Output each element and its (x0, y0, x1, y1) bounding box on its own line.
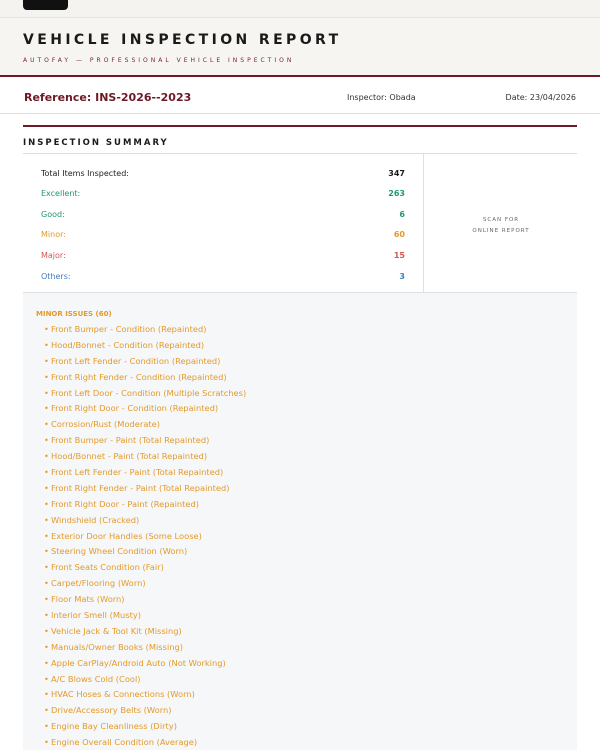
bullet-icon: • (44, 578, 49, 589)
issue-item (44, 640, 246, 656)
issue-item (44, 433, 246, 449)
issue-text: Hood/Bonnet - Condition (Repainted) (51, 339, 205, 350)
stat-label: Major: (41, 251, 66, 260)
bullet-icon: • (44, 546, 49, 557)
issue-item (44, 417, 246, 433)
bullet-icon: • (44, 514, 49, 525)
issue-item (44, 529, 246, 545)
issue-item (44, 576, 246, 592)
bullet-icon: • (44, 451, 49, 462)
bullet-icon: • (44, 339, 49, 350)
issue-text: Front Left Fender - Condition (Repainted) (51, 355, 221, 366)
issue-text: Exterior Door Handles (Some Loose) (51, 530, 202, 541)
summary-title: INSPECTION SUMMARY (23, 138, 169, 148)
bullet-icon: • (44, 657, 49, 668)
issue-text: A/C Blows Cold (Cool) (51, 673, 141, 684)
stat-label: Minor: (41, 230, 66, 239)
issue-text: Hood/Bonnet - Paint (Total Repainted) (51, 451, 208, 462)
bullet-icon: • (44, 641, 49, 652)
issue-item (44, 687, 246, 703)
stat-value: 3 (399, 272, 405, 281)
issue-item (44, 719, 246, 735)
minor-issues-panel (23, 293, 577, 750)
stat-minor (41, 230, 405, 244)
bullet-icon: • (44, 419, 49, 430)
minor-issues-heading: MINOR ISSUES (60) (36, 310, 112, 318)
issue-text: Front Seats Condition (Fair) (51, 562, 164, 573)
stat-excellent (41, 189, 405, 203)
issue-text: Front Left Fender - Paint (Total Repainted) (51, 467, 224, 478)
stat-label: Others: (41, 272, 71, 281)
bullet-icon: • (44, 721, 49, 732)
report-header (0, 18, 600, 75)
issue-text: Vehicle Jack & Tool Kit (Missing) (51, 625, 182, 636)
bullet-icon: • (44, 737, 49, 748)
bullet-icon: • (44, 498, 49, 509)
bullet-icon: • (44, 689, 49, 700)
bullet-icon: • (44, 403, 49, 414)
issue-item (44, 656, 246, 672)
issue-text: Apple CarPlay/Android Auto (Not Working) (51, 657, 226, 668)
qr-caption-line2: ONLINE REPORT (472, 228, 530, 234)
issue-item (44, 386, 246, 402)
stat-value: 347 (388, 169, 405, 178)
issue-text: Corrosion/Rust (Moderate) (51, 419, 160, 430)
issue-text: Front Right Fender - Paint (Total Repainted) (51, 482, 230, 493)
bullet-icon: • (44, 371, 49, 382)
issue-item (44, 370, 246, 386)
issue-text: Engine Bay Cleanliness (Dirty) (51, 721, 177, 732)
issue-text: HVAC Hoses & Connections (Worn) (51, 689, 195, 700)
bullet-icon: • (44, 610, 49, 621)
issue-item (44, 624, 246, 640)
brand-logo (23, 0, 68, 10)
stat-good (41, 210, 405, 224)
reference-bar (0, 77, 600, 114)
report-title: VEHICLE INSPECTION REPORT (23, 32, 342, 48)
issue-text: Manuals/Owner Books (Missing) (51, 641, 184, 652)
bullet-icon: • (44, 324, 49, 334)
issue-item (44, 560, 246, 576)
qr-caption-line1: SCAN FOR (482, 217, 520, 223)
issue-text: Drive/Accessory Belts (Worn) (51, 705, 172, 716)
issue-text: Floor Mats (Worn) (51, 594, 125, 605)
report-date: Date: 23/04/2026 (505, 93, 576, 102)
issue-item (44, 497, 246, 513)
reference-number: Reference: INS-2026--2023 (24, 91, 192, 104)
minor-issues-list (44, 322, 246, 750)
issue-item (44, 401, 246, 417)
issue-item (44, 608, 246, 624)
bullet-icon: • (44, 705, 49, 716)
issue-item (44, 592, 246, 608)
issue-text: Front Left Door - Condition (Multiple Scratches) (51, 387, 247, 398)
stat-value: 60 (393, 230, 405, 239)
stat-label: Good: (41, 210, 65, 219)
bullet-icon: • (44, 435, 49, 446)
issue-text: Interior Smell (Musty) (51, 610, 141, 621)
bullet-icon: • (44, 562, 49, 573)
stat-others (41, 272, 405, 286)
inspector-name: Inspector: Obada (347, 93, 416, 102)
issue-item (44, 465, 246, 481)
summary-stats (23, 154, 423, 293)
stat-total (41, 169, 405, 183)
stat-label: Total Items Inspected: (41, 169, 129, 178)
stat-value: 263 (388, 189, 405, 198)
issue-item (44, 544, 246, 560)
report-subtitle: AUTOFAY — PROFESSIONAL VEHICLE INSPECTION (23, 57, 295, 64)
issue-item (44, 354, 246, 370)
issue-item (44, 338, 246, 354)
issue-text: Front Right Door - Condition (Repainted) (51, 403, 219, 414)
bullet-icon: • (44, 482, 49, 493)
issue-text: Steering Wheel Condition (Worn) (51, 546, 188, 557)
issue-item (44, 513, 246, 529)
bullet-icon: • (44, 673, 49, 684)
bullet-icon: • (44, 467, 49, 478)
stat-value: 15 (393, 251, 405, 260)
issue-text: Windshield (Cracked) (51, 514, 140, 525)
bullet-icon: • (44, 594, 49, 605)
stat-label: Excellent: (41, 189, 81, 198)
issue-item (44, 703, 246, 719)
qr-panel[interactable] (423, 154, 577, 293)
issue-text: Front Bumper - Condition (Repainted) (51, 324, 207, 334)
bullet-icon: • (44, 387, 49, 398)
issue-text: Engine Overall Condition (Average) (51, 737, 198, 748)
stat-value: 6 (399, 210, 405, 219)
issue-text: Front Bumper - Paint (Total Repainted) (51, 435, 210, 446)
section-divider (23, 125, 577, 127)
bullet-icon: • (44, 530, 49, 541)
issue-text: Front Right Fender - Condition (Repainted) (51, 371, 227, 382)
issue-item (44, 449, 246, 465)
inspection-summary (23, 154, 577, 293)
issue-item (44, 481, 246, 497)
bullet-icon: • (44, 355, 49, 366)
stat-major (41, 251, 405, 265)
issue-text: Front Right Door - Paint (Repainted) (51, 498, 200, 509)
issue-item (44, 672, 246, 688)
top-band (0, 0, 600, 18)
bullet-icon: • (44, 625, 49, 636)
issue-item (44, 735, 246, 750)
issue-item (44, 322, 246, 338)
issue-text: Carpet/Flooring (Worn) (51, 578, 146, 589)
